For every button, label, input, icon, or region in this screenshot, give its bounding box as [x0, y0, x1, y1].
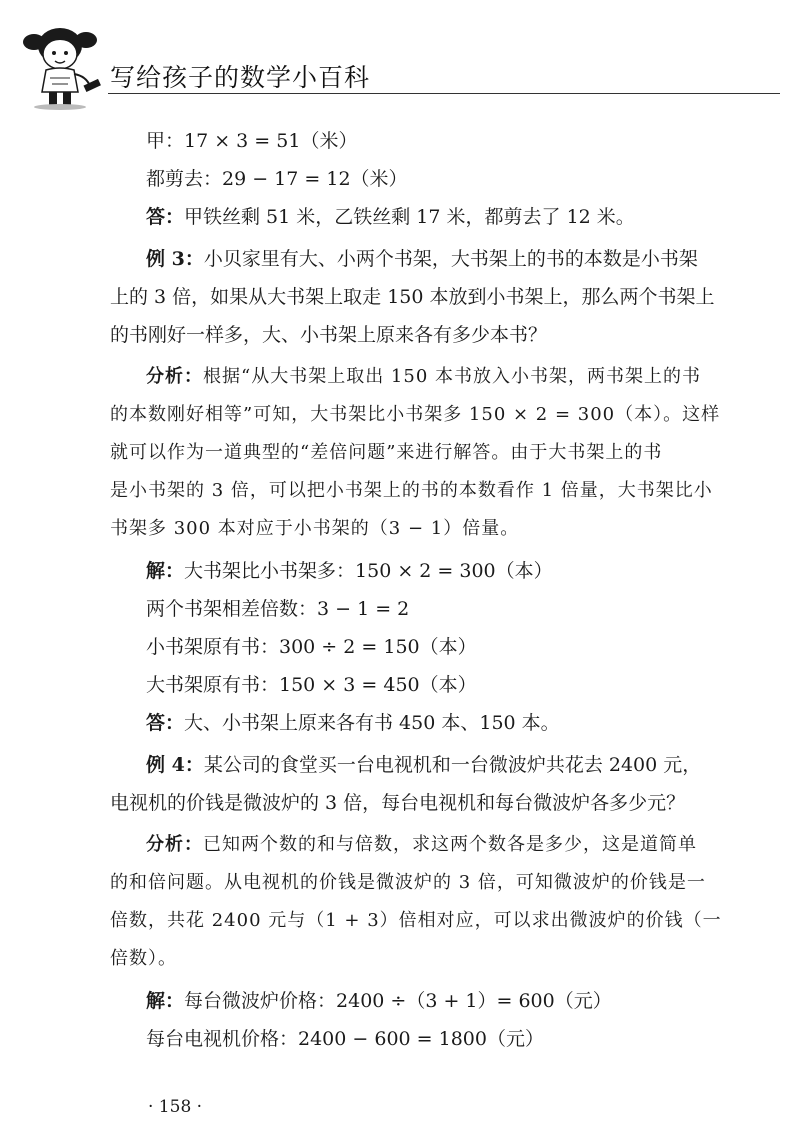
example-text: 某公司的食堂买一台电视机和一台微波炉共花去 2400 元， [203, 754, 702, 776]
solution-step: 小书架原有书：300 ÷ 2 = 150（本） [146, 636, 477, 658]
solution-3 [116, 552, 751, 742]
solution-step: 大书架原有书：150 × 3 = 450（本） [146, 674, 477, 696]
analysis-text: 根据“从大书架上取出 150 本书放入小书架，两书架上的书 [203, 366, 701, 387]
solution-label: 解： [146, 990, 185, 1012]
analysis-text: 书架多 300 本对应于小书架的（3 − 1）倍量。 [110, 518, 520, 539]
answer-line [116, 704, 751, 742]
book-title: 写给孩子的数学小百科 [110, 63, 371, 92]
solution-step: 每台电视机价格：2400 − 600 = 1800（元） [146, 1028, 544, 1050]
analysis-text: 是小书架的 3 倍，可以把小书架上的书的本数看作 1 倍量，大书架比小 [110, 480, 713, 501]
solution-step: 两个书架相差倍数：3 − 1 = 2 [146, 598, 410, 620]
example-text: 的书刚好一样多，大、小书架上原来各有多少本书？ [110, 324, 548, 346]
answer-label: 答： [146, 712, 185, 734]
analysis-4 [110, 826, 751, 978]
solution-step: 每台微波炉价格：2400 ÷（3 + 1）= 600（元） [184, 990, 612, 1012]
analysis-text: 就可以作为一道典型的“差倍问题”来进行解答。由于大书架上的书 [110, 442, 663, 463]
solution-step: 大书架比小书架多：150 × 2 = 300（本） [184, 560, 553, 582]
answer-line [116, 198, 751, 236]
analysis-text: 的和倍问题。从电视机的价钱是微波炉的 3 倍，可知微波炉的价钱是一 [110, 872, 706, 893]
girl-mascot-illustration [20, 20, 112, 110]
example-3 [110, 240, 751, 354]
calc-line: 甲：17 × 3 = 51（米） [146, 130, 358, 152]
header-divider [108, 93, 780, 94]
solution-label: 解： [146, 560, 185, 582]
example-label: 例 4： [146, 754, 204, 776]
analysis-3 [110, 358, 751, 548]
answer-text: 大、小书架上原来各有书 450 本、150 本。 [184, 712, 560, 734]
answer-text: 甲铁丝剩 51 米，乙铁丝剩 17 米，都剪去了 12 米。 [184, 206, 635, 228]
solution-4 [116, 982, 751, 1058]
example-text: 上的 3 倍，如果从大书架上取走 150 本放到小书架上，那么两个书架上 [110, 286, 715, 308]
calc-line: 都剪去：29 − 17 = 12（米） [146, 168, 408, 190]
analysis-text: 倍数，共花 2400 元与（1 + 3）倍相对应，可以求出微波炉的价钱（一 [110, 910, 722, 931]
analysis-text: 的本数刚好相等”可知，大书架比小书架多 150 × 2 = 300（本）。这样 [110, 404, 721, 425]
page-body [110, 122, 751, 1058]
analysis-text: 已知两个数的和与倍数，求这两个数各是多少，这是道简单 [203, 834, 697, 855]
example-4 [110, 746, 751, 822]
page-header [20, 20, 780, 110]
analysis-label: 分析： [146, 366, 203, 387]
example-label: 例 3： [146, 248, 204, 270]
answer-label: 答： [146, 206, 185, 228]
analysis-text: 倍数）。 [110, 948, 177, 969]
analysis-label: 分析： [146, 834, 203, 855]
page-number: · 158 · [148, 1097, 203, 1117]
example-text: 电视机的价钱是微波炉的 3 倍，每台电视机和每台微波炉各多少元？ [110, 792, 686, 814]
example-text: 小贝家里有大、小两个书架，大书架上的书的本数是小书架 [203, 248, 698, 270]
